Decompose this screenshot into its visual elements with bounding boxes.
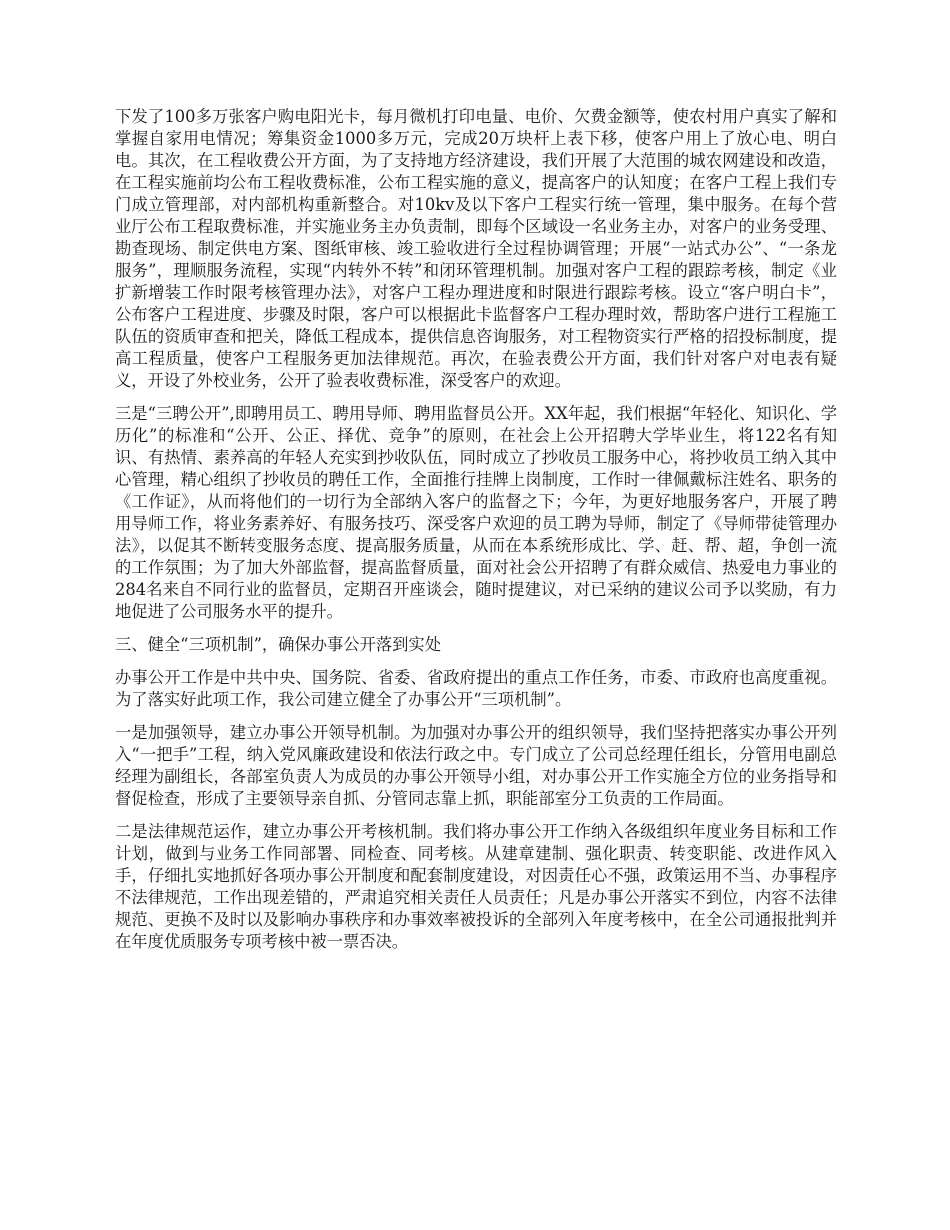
document-body (115, 106, 837, 964)
paragraph-three-hiring-disclosure: 三是“三聘公开”,即聘用员工、聘用导师、聘用监督员公开。XX年起，我们根据“年轻化、知识化、学历化”的标准和“公开、公正、择优、竞争”的原则，在社会上公开招聘大学毕业生，将122名有知识、有热情、素养高的年轻人充实到抄收队伍，同时成立了抄收员工服务中心，将抄收员工纳入其中心管理，精心组织了抄收员的聘任工作，全面推行挂牌上岗制度，工作时一律佩戴标注姓名、职务的《工作证》，从而将他们的一切行为全部纳入客户的监督之下；今年，为更好地服务客户，开展了聘用导师工作，将业务素养好、有服务技巧、深受客户欢迎的员工聘为导师，制定了《导师带徒管理办法》，以促其不断转变服务态度、提高服务质量，从而在本系统形成比、学、赶、帮、超，争创一流的工作氛围；为了加大外部监督，提高监督质量，面对社会公开招聘了有群众威信、热爱电力事业的284名来自不同行业的监督员，定期召开座谈会，随时提建议，对已采纳的建议公司予以奖励，有力地促进了公司服务水平的提升。 (115, 404, 837, 621)
paragraph-assessment-mechanism: 二是法律规范运作，建立办事公开考核机制。我们将办事公开工作纳入各级组织年度业务目标和工作计划，做到与业务工作同部署、同检查、同考核。从建章建制、强化职责、转变职能、改进作风入手，仔细扎实地抓好各项办事公开制度和配套制度建设，对因责任心不强，政策运用不当、办事程序不法律规范，工作出现差错的，严肃追究相关责任人员责任；凡是办事公开落实不到位，内容不法律规范、更换不及时以及影响办事秩序和办事效率被投诉的全部列入年度考核中，在全公司通报批判并在年度优质服务专项考核中被一票否决。 (115, 822, 837, 951)
paragraph-mechanisms-intro: 办事公开工作是中共中央、国务院、省委、省政府提出的重点工作任务，市委、市政府也高度重视。为了落实好此项工作，我公司建立健全了办事公开“三项机制”。 (115, 668, 837, 709)
paragraph-leadership-mechanism: 一是加强领导，建立办事公开领导机制。为加强对办事公开的组织领导，我们坚持把落实办事公开列入“一把手”工程，纳入党风廉政建设和依法行政之中。专门成立了公司总经理任组长，分管用电副总经理为副组长，各部室负责人为成员的办事公开领导小组，对办事公开工作实施全方位的业务指导和督促检查，形成了主要领导亲自抓、分管同志靠上抓，职能部室分工负责的工作局面。 (115, 723, 837, 808)
paragraph-customer-services: 下发了100多万张客户购电阳光卡，每月微机打印电量、电价、欠费金额等，使农村用户真实了解和掌握自家用电情况；筹集资金1000多万元，完成20万块杆上表下移，使客户用上了放心电、明白电。其次，在工程收费公开方面，为了支持地方经济建设，我们开展了大范围的城农网建设和改造，在工程实施前均公布工程收费标准，公布工程实施的意义，提高客户的认知度；在客户工程上我们专门成立管理部，对内部机构重新整合。对10kv及以下客户工程实行统一管理，集中服务。在每个营业厅公布工程取费标准，并实施业务主办负责制，即每个区域设一名业务主办，对客户的业务受理、勘查现场、制定供电方案、图纸审核、竣工验收进行全过程协调管理；开展“一站式办公”、“一条龙服务”，理顺服务流程，实现“内转外不转”和闭环管理机制。加强对客户工程的跟踪考核，制定《业扩新增装工作时限考核管理办法》，对客户工程办理进度和时限进行跟踪考核。设立“客户明白卡”，公布客户工程进度、步骤及时限，客户可以根据此卡监督客户工程办理时效，帮助客户进行工程施工队伍的资质审查和把关，降低工程成本，提供信息咨询服务，对工程物资实行严格的招投标制度，提高工程质量，使客户工程服务更加法律规范。再次，在验表费公开方面，我们针对客户对电表有疑义，开设了外校业务，公开了验表收费标准，深受客户的欢迎。 (115, 107, 837, 390)
section-heading-three-mechanisms: 三、健全“三项机制”，确保办事公开落到实处 (115, 635, 441, 654)
